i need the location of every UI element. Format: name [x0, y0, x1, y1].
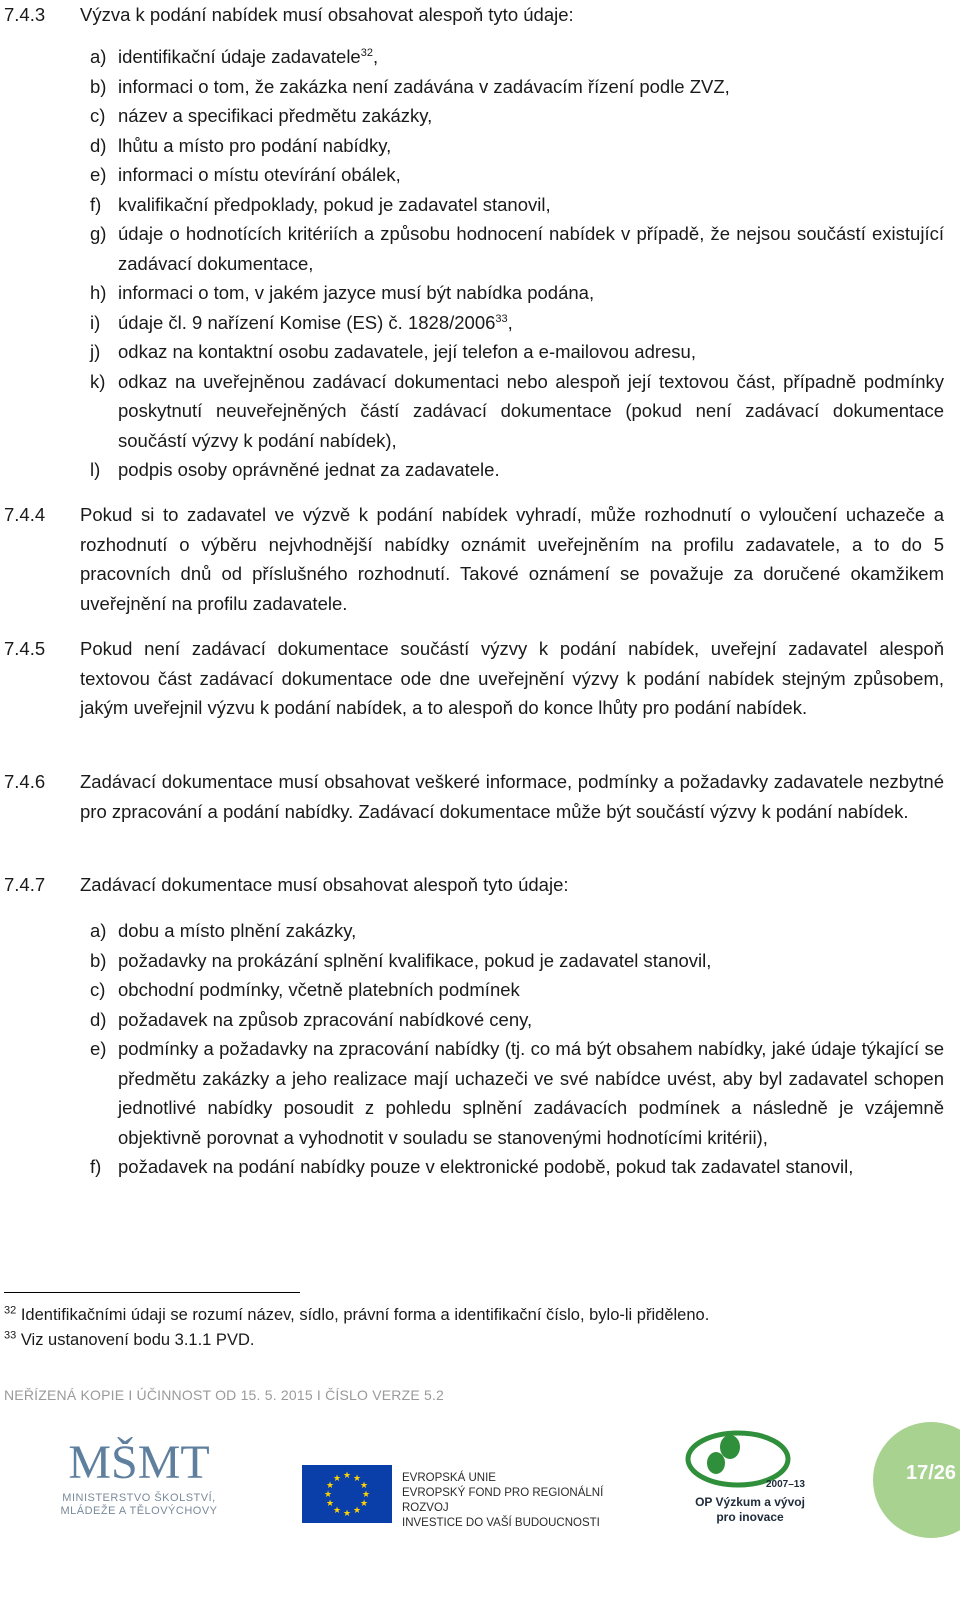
list-item: f) požadavek na podání nabídky pouze v elektronické podobě, pokud tak zadavatel stanovil,: [90, 1156, 854, 1177]
list-item: h) informaci o tom, v jakém jazyce musí být nabídka podána,: [90, 282, 595, 303]
list-item: b) požadavky na prokázání splnění kvalifikace, pokud je zadavatel stanovil,: [90, 949, 712, 971]
eu-line1: EVROPSKÁ UNIE: [402, 1472, 496, 1484]
svg-text:★: ★: [332, 1506, 342, 1516]
svg-text:★: ★: [359, 1499, 369, 1509]
section-text: Zadávací dokumentace musí obsahovat veškeré informace, podmínky a požadavky zadavatele nezbytné pro zpracování a podání nabídky. Zadávací dokumentace může být součástí výzvy k podání nabídek.: [80, 771, 944, 822]
page-number-badge: [873, 1422, 960, 1538]
footnote-divider: [4, 1292, 300, 1293]
footnote-number: 33: [4, 1329, 17, 1342]
svg-text:★: ★: [325, 1481, 335, 1491]
svg-text:★: ★: [332, 1474, 342, 1484]
section-7-4-3: [4, 0, 944, 30]
footnote-ref-32[interactable]: 32: [360, 46, 373, 59]
section-number: 7.4.5: [4, 638, 46, 659]
list-item: l) podpis osoby oprávněné jednat za zadavatele.: [90, 459, 500, 480]
section-7-4-4: [4, 500, 944, 618]
svg-text:★: ★: [342, 1509, 352, 1519]
svg-text:2007–13: 2007–13: [766, 1479, 805, 1490]
list-7-4-7: [90, 916, 944, 1182]
footnote-32: $^{32}$ Identifikačními údaji se rozumí název, sídlo, právní forma a identifikační číslo, bylo-li přiděleno.: [4, 1304, 710, 1324]
list-item: a) dobu a místo plnění zakázky,: [90, 920, 357, 941]
section-number: 7.4.6: [4, 771, 46, 792]
list-item: e) podmínky a požadavky na zpracování nabídky (tj. co má být obsahem nabídky, jaké údaje týkající se předmětu zakázky a jeho realizace mají uchazeči ve své nabídce uvést, aby byl zadavatel schopen jednotlivé nabídky posoudit z pohledu splnění zadávacích podmínek a následně je vzájemně objektivně porovnat a vyhodnotit v souladu se stanovenými hodnotícími kritérii),: [90, 1038, 944, 1148]
footnote-33: $^{33}$ Viz ustanovení bodu 3.1.1 PVD.: [4, 1329, 255, 1349]
list-item: j) odkaz na kontaktní osobu zadavatele, její telefon a e-mailovou adresu,: [90, 341, 696, 362]
msmt-name-line1: MINISTERSTVO ŠKOLSTVÍ,: [62, 1492, 216, 1504]
list-item: g) údaje o hodnotících kritériích a způsobu hodnocení nabídek v případě, že nejsou součástí existující zadávací dokumentace,: [90, 223, 944, 274]
list-item: c) obchodní podmínky, včetně platebních podmínek: [90, 979, 520, 1000]
section-number: 7.4.4: [4, 504, 46, 525]
page-number: 17/26: [905, 1462, 957, 1484]
list-item: f) kvalifikační předpoklady, pokud je zadavatel stanovil,: [90, 193, 551, 215]
list-item: b) informaci o tom, že zakázka není zadávána v zadávacím řízení podle ZVZ,: [90, 75, 730, 97]
section-number: 7.4.7: [4, 874, 46, 895]
section-text: Pokud si to zadavatel ve výzvě k podání nabídek vyhradí, může rozhodnutí o vyloučení uchazeče a rozhodnutí o výběru nejvhodnější nabídky oznámit uveřejněním na profilu zadavatele, a to do 5 pracovních dnů od příslušného rozhodnutí. Takové oznámení se považuje za doručené okamžikem uveřejnění na profilu zadavatele.: [80, 504, 944, 614]
op-swirl-icon: [680, 1425, 820, 1495]
eu-line2: EVROPSKÝ FOND PRO REGIONÁLNÍ ROZVOJ: [402, 1487, 604, 1514]
footnote-ref-33[interactable]: 33: [495, 312, 508, 325]
eu-flag-icon: [302, 1465, 392, 1523]
op-line2: pro inovace: [716, 1510, 784, 1524]
list-item: e) informaci o místu otevírání obálek,: [90, 164, 401, 185]
section-number: 7.4.3: [4, 4, 46, 25]
list-item: d) lhůtu a místo pro podání nabídky,: [90, 134, 392, 156]
list-item: i) údaje čl. 9 nařízení Komise (ES) č. 1828/2006$^{33}$,: [90, 311, 513, 333]
svg-text:★: ★: [352, 1506, 362, 1516]
section-heading: Zadávací dokumentace musí obsahovat alespoň tyto údaje:: [80, 874, 569, 895]
list-item: a) identifikační údaje zadavatele$^{32}$,: [90, 46, 379, 67]
section-7-4-6: [4, 767, 944, 826]
svg-text:MŠMT: MŠMT: [68, 1436, 210, 1489]
op-vavpi-logo: [680, 1425, 820, 1530]
svg-text:★: ★: [361, 1490, 371, 1500]
eu-line3: INVESTICE DO VAŠÍ BUDOUCNOSTI: [402, 1517, 600, 1529]
msmt-emblem-icon: [44, 1430, 234, 1492]
footnote-number: 32: [4, 1304, 17, 1317]
section-text: Pokud není zadávací dokumentace součástí výzvy k podání nabídek, uveřejní zadavatel alespoň textovou část zadávací dokumentace ode dne uveřejnění výzvy k podání nabídek stejným způsobem, jakým uveřejnil výzvu k podání nabídek, a to alespoň do konce lhůty pro podání nabídek.: [80, 638, 944, 718]
list-item: c) název a specifikaci předmětu zakázky,: [90, 105, 433, 126]
svg-text:★: ★: [323, 1490, 333, 1500]
document-meta: NEŘÍZENÁ KOPIE I ÚČINNOST OD 15. 5. 2015 I ČÍSLO VERZE 5.2: [4, 1387, 445, 1403]
eu-logo: [302, 1465, 622, 1529]
section-7-4-5: [4, 634, 944, 723]
svg-text:★: ★: [359, 1481, 369, 1491]
svg-text:★: ★: [342, 1471, 352, 1481]
op-line1: OP Výzkum a vývoj: [695, 1495, 805, 1509]
msmt-name-line2: MLÁDEŽE A TĚLOVÝCHOVY: [60, 1505, 218, 1517]
svg-text:★: ★: [325, 1499, 335, 1509]
list-7-4-3: [90, 42, 944, 485]
section-heading: Výzva k podání nabídek musí obsahovat alespoň tyto údaje:: [80, 4, 574, 25]
section-7-4-7: [4, 870, 944, 900]
svg-text:★: ★: [352, 1474, 362, 1484]
list-item: d) požadavek na způsob zpracování nabídkové ceny,: [90, 1008, 533, 1030]
list-item: k) odkaz na uveřejněnou zadávací dokumentaci nebo alespoň její textovou část, případně podmínky poskytnutí neuveřejněných částí zadávací dokumentace (pokud není zadávací dokumentace součástí výzvy k podání nabídek),: [90, 370, 944, 451]
msmt-logo: [44, 1430, 234, 1525]
